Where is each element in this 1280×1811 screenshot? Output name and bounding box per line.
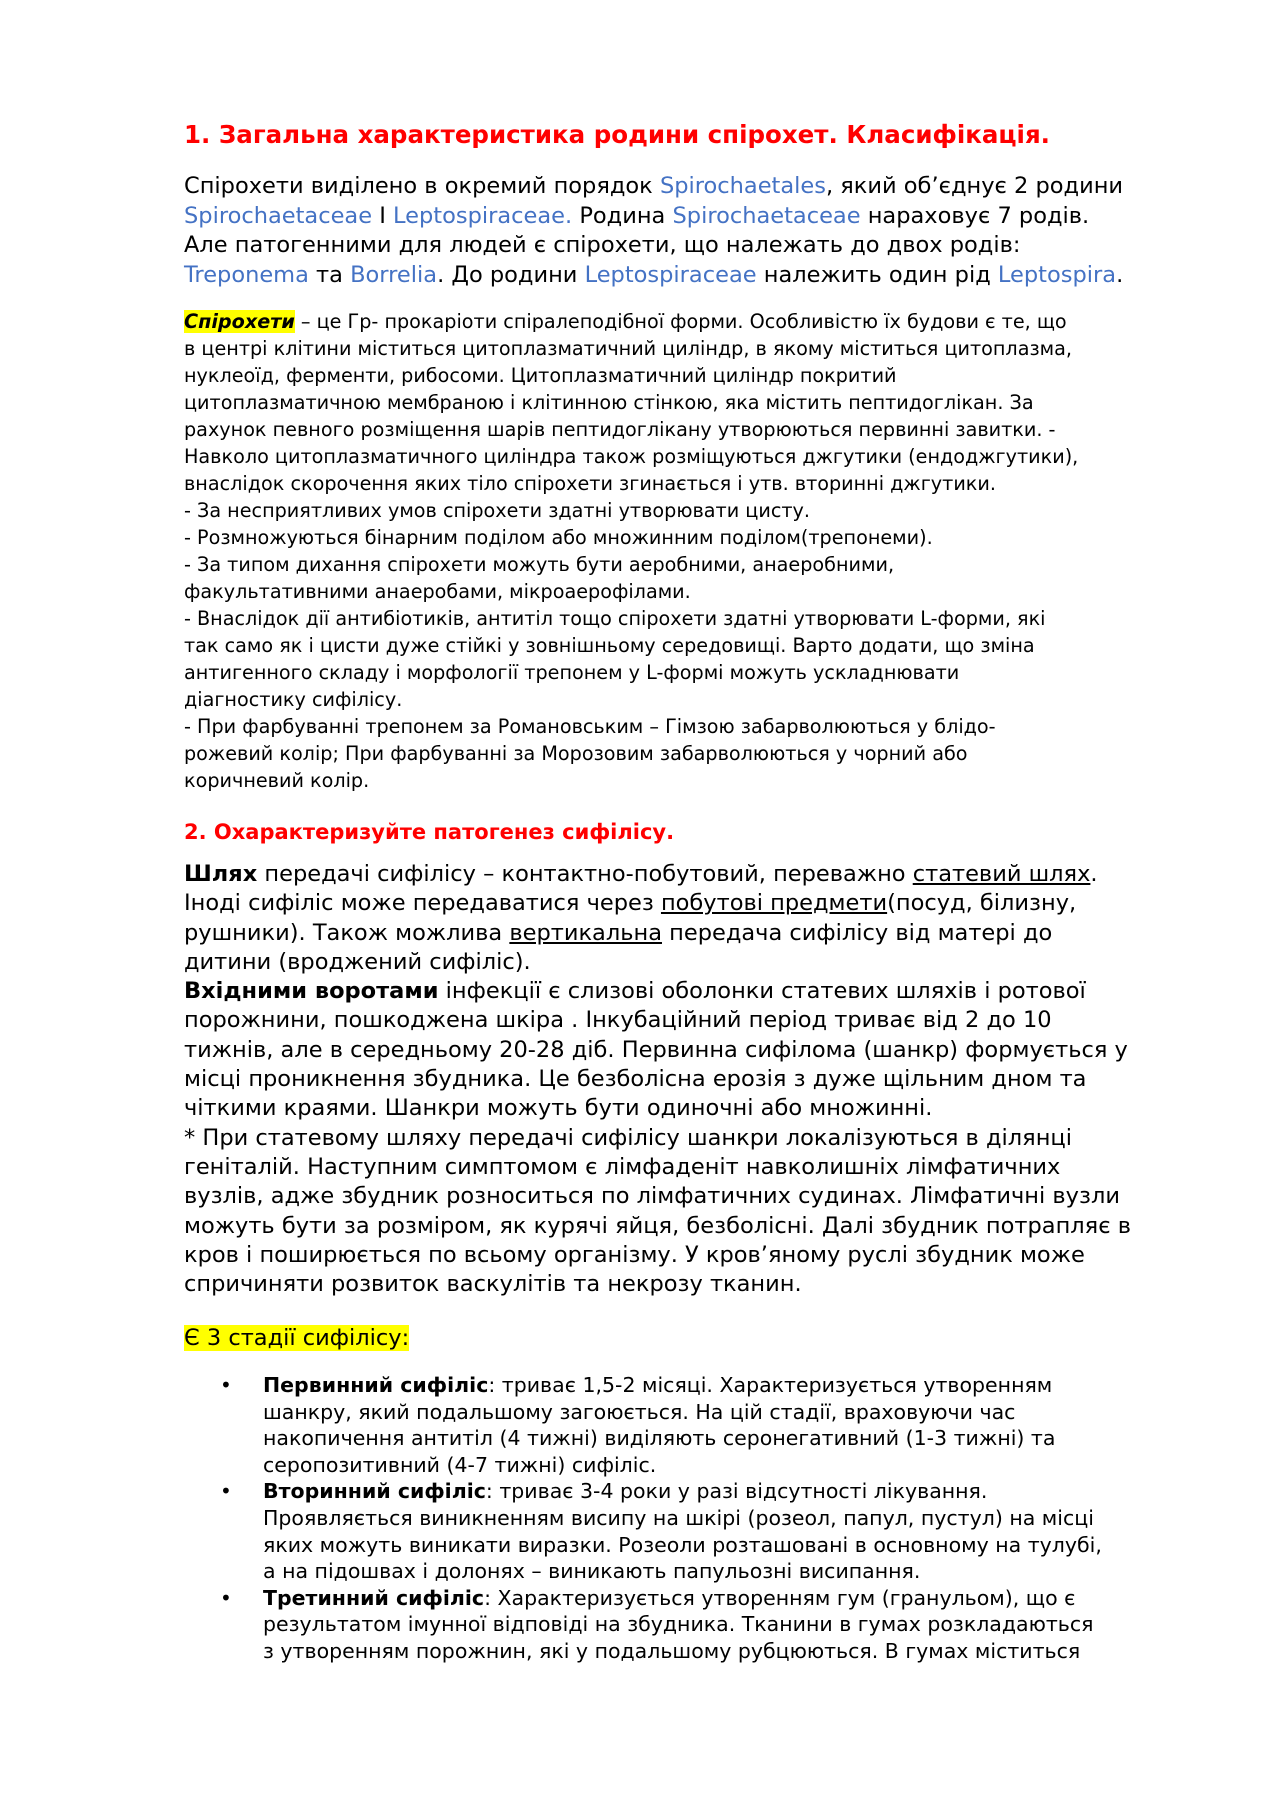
taxon-name: Spirochaetaceae	[184, 202, 373, 229]
bold-term: Вхідними воротами	[184, 978, 439, 1005]
intro-line-2	[184, 202, 1194, 232]
text: передачі сифілісу – контактно-побутовий, переважно	[257, 861, 913, 887]
text: : Характеризується утворенням гум (гранульом), що є	[484, 1585, 1076, 1610]
text: належить один рід	[756, 261, 998, 288]
bold-term: Первинний сифіліс	[263, 1373, 489, 1397]
bullet-icon: •	[220, 1373, 232, 1397]
item-line: з утворенням порожнин, які у подальшому рубцюються. В гумах міститься	[263, 1638, 1081, 1663]
desc-line: нуклеоїд, ферменти, рибосоми. Цитоплазматичний циліндр покритий	[184, 364, 897, 387]
text: , який об’єднує 2 родини	[825, 173, 1124, 199]
body-line	[184, 889, 1194, 918]
desc-line: коричневий колір.	[184, 769, 370, 792]
taxon-name: Treponema	[184, 261, 309, 288]
text: : триває 3-4 роки у разі відсутності лікування.	[485, 1479, 988, 1504]
body-line: можуть бути за розміром, як курячі яйця, безболісні. Далі збудник потрапляє в	[184, 1212, 1131, 1239]
bullet-icon: •	[220, 1585, 232, 1610]
intro-line-3: Але патогенними для людей є спірохети, що належать до двох родів:	[184, 232, 1021, 258]
item-line	[263, 1372, 1200, 1399]
body-line	[184, 860, 1194, 889]
text: Спірохети виділено в окремий порядок	[184, 173, 660, 199]
text: Іноді сифіліс може передаватися через	[184, 890, 661, 917]
item-line: а на підошвах і долонях – виникають папульозні висипання.	[263, 1559, 921, 1584]
bullet-icon: •	[220, 1479, 232, 1504]
item-line	[263, 1478, 1200, 1505]
body-line: кров і поширюється по всьому організму. У кров’яному руслі збудник може	[184, 1241, 1085, 1268]
desc-line: внаслідок скорочення яких тіло спірохети згинається і утв. вторинні джгутики.	[184, 472, 996, 495]
item-line: серопозитивний (4-7 тижні) сифіліс.	[263, 1452, 657, 1477]
underlined-term: побутові предмети	[660, 890, 888, 917]
underlined-term: статевий шлях	[912, 861, 1091, 887]
taxon-name: Borrelia	[350, 261, 438, 288]
bold-term: Третинний сифіліс	[263, 1585, 485, 1610]
desc-line: Навколо цитоплазматичного циліндра також розміщуються джгутики (ендоджгутики),	[184, 445, 1079, 468]
taxon-name: Leptospiraceae	[584, 261, 757, 288]
text: .	[1090, 861, 1098, 887]
desc-line: - За типом дихання спірохети можуть бути аеробними, анаеробними,	[184, 553, 895, 576]
desc-line: цитоплазматичною мембраною і клітинною стінкою, яка містить пептидоглікан. За	[184, 391, 1034, 414]
body-line: чіткими краями. Шанкри можуть бути одиночні або множинні.	[184, 1095, 933, 1122]
desc-line: рахунок певного розміщення шарів пептидоглікану утворюються первинні завитки. -	[184, 418, 1056, 441]
text: передача сифілісу від матері до	[661, 919, 1053, 946]
item-line: Проявляється виникненням висипу на шкірі (розеол, папул, пустул) на місці	[263, 1505, 1094, 1530]
stages-list	[220, 1372, 1200, 1665]
list-item	[220, 1478, 1200, 1584]
highlighted-heading: Є 3 стадії сифілісу:	[184, 1325, 410, 1351]
text: . До родини	[437, 261, 585, 288]
spirochete-description	[184, 308, 1194, 794]
item-line: яких можуть виникати виразки. Розеоли розташовані в основному на тулубі,	[263, 1532, 1102, 1557]
bold-term: Шлях	[184, 861, 258, 887]
taxon-name: Leptospiraceae.	[393, 202, 573, 229]
item-line	[263, 1585, 1200, 1612]
body-line: спричиняти розвиток васкулітів та некрозу тканин.	[184, 1271, 802, 1298]
desc-line: так само як і цисти дуже стійкі у зовнішньому середовищі. Варто додати, що зміна	[184, 634, 1035, 657]
text: нараховує 7 родів.	[860, 202, 1090, 229]
body-line: місці проникнення збудника. Це безболісна ерозія з дуже щільним дном та	[184, 1066, 1087, 1093]
taxon-name: Leptospira	[997, 261, 1117, 288]
body-line	[184, 977, 1194, 1006]
text: .	[1116, 261, 1124, 288]
text: Родина	[572, 202, 673, 229]
desc-line: діагностику сифілісу.	[184, 688, 403, 711]
section-1-heading: 1. Загальна характеристика родини спірохет. Класифікація.	[184, 120, 1050, 149]
body-line: * При статевому шляху передачі сифілісу шанкри локалізуються в ділянці	[184, 1124, 1072, 1151]
desc-line: антигенного складу і морфології трепонем у L-формі можуть ускладнювати	[184, 661, 960, 684]
intro-paragraph	[184, 172, 1194, 290]
taxon-name: Spirochaetales	[659, 173, 826, 199]
desc-line	[184, 308, 1194, 335]
text: та	[308, 261, 351, 288]
item-line: накопичення антитіл (4 тижні) виділяють серонегативний (1-3 тижні) та	[263, 1426, 1056, 1451]
text: – це Гр- прокаріоти спіралеподібної форми. Особливістю їх будови є те, що	[294, 310, 1067, 333]
text: (посуд, білизну,	[887, 890, 1077, 917]
item-line: шанкру, який подальшому загоюється. На цій стадії, враховуючи час	[263, 1399, 1016, 1424]
body-line: дитини (вроджений сифіліс).	[184, 948, 531, 975]
desc-line: - За несприятливих умов спірохети здатні утворювати цисту.	[184, 499, 811, 522]
pathogenesis-paragraph	[184, 860, 1194, 1299]
desc-line: факультативними анаеробами, мікроаерофілами.	[184, 580, 691, 603]
text: : триває 1,5-2 місяці. Характеризується утворенням	[488, 1373, 1053, 1397]
underlined-term: вертикальна	[509, 919, 662, 946]
intro-line-1	[184, 172, 1194, 202]
desc-line: - Внаслідок дії антибіотиків, антитіл тощо спірохети здатні утворювати L-форми, які	[184, 607, 1046, 630]
item-line: результатом імунної відповіді на збудника. Тканини в гумах розкладаються	[263, 1612, 1094, 1637]
text: інфекції є слизові оболонки статевих шляхів і ротової	[438, 978, 1086, 1005]
taxon-name: Spirochaetaceae	[672, 202, 861, 229]
body-line: порожнини, пошкоджена шкіра . Інкубаційний період триває від 2 до 10	[184, 1007, 1052, 1034]
desc-line: рожевий колір; При фарбуванні за Морозовим забарволюються у чорний або	[184, 742, 968, 765]
intro-line-4	[184, 261, 1194, 291]
list-item	[220, 1372, 1200, 1478]
stages-heading	[184, 1325, 409, 1351]
bold-term: Вторинний сифіліс	[263, 1479, 486, 1504]
body-line: вузлів, адже збудник розноситься по лімфатичних судинах. Лімфатичні вузли	[184, 1183, 1120, 1210]
desc-line: - Розмножуються бінарним поділом або множинним поділом(трепонеми).	[184, 526, 933, 549]
list-item	[220, 1585, 1200, 1665]
desc-line: - При фарбуванні трепонем за Романовським – Гімзою забарволюються у блідо-	[184, 715, 996, 738]
highlighted-term: Спірохети	[184, 310, 295, 333]
desc-line: в центрі клітини міститься цитоплазматичний циліндр, в якому міститься цитоплазма,	[184, 337, 1072, 360]
body-line: геніталій. Наступним симптомом є лімфаденіт навколишніх лімфатичних	[184, 1153, 1061, 1180]
section-2-heading: 2. Охарактеризуйте патогенез сифілісу.	[184, 820, 675, 844]
text: І	[372, 202, 394, 229]
body-line: тижнів, але в середньому 20-28 діб. Первинна сифілома (шанкр) формується у	[184, 1036, 1128, 1063]
text: рушники). Також можлива	[184, 919, 510, 946]
body-line	[184, 919, 1194, 948]
